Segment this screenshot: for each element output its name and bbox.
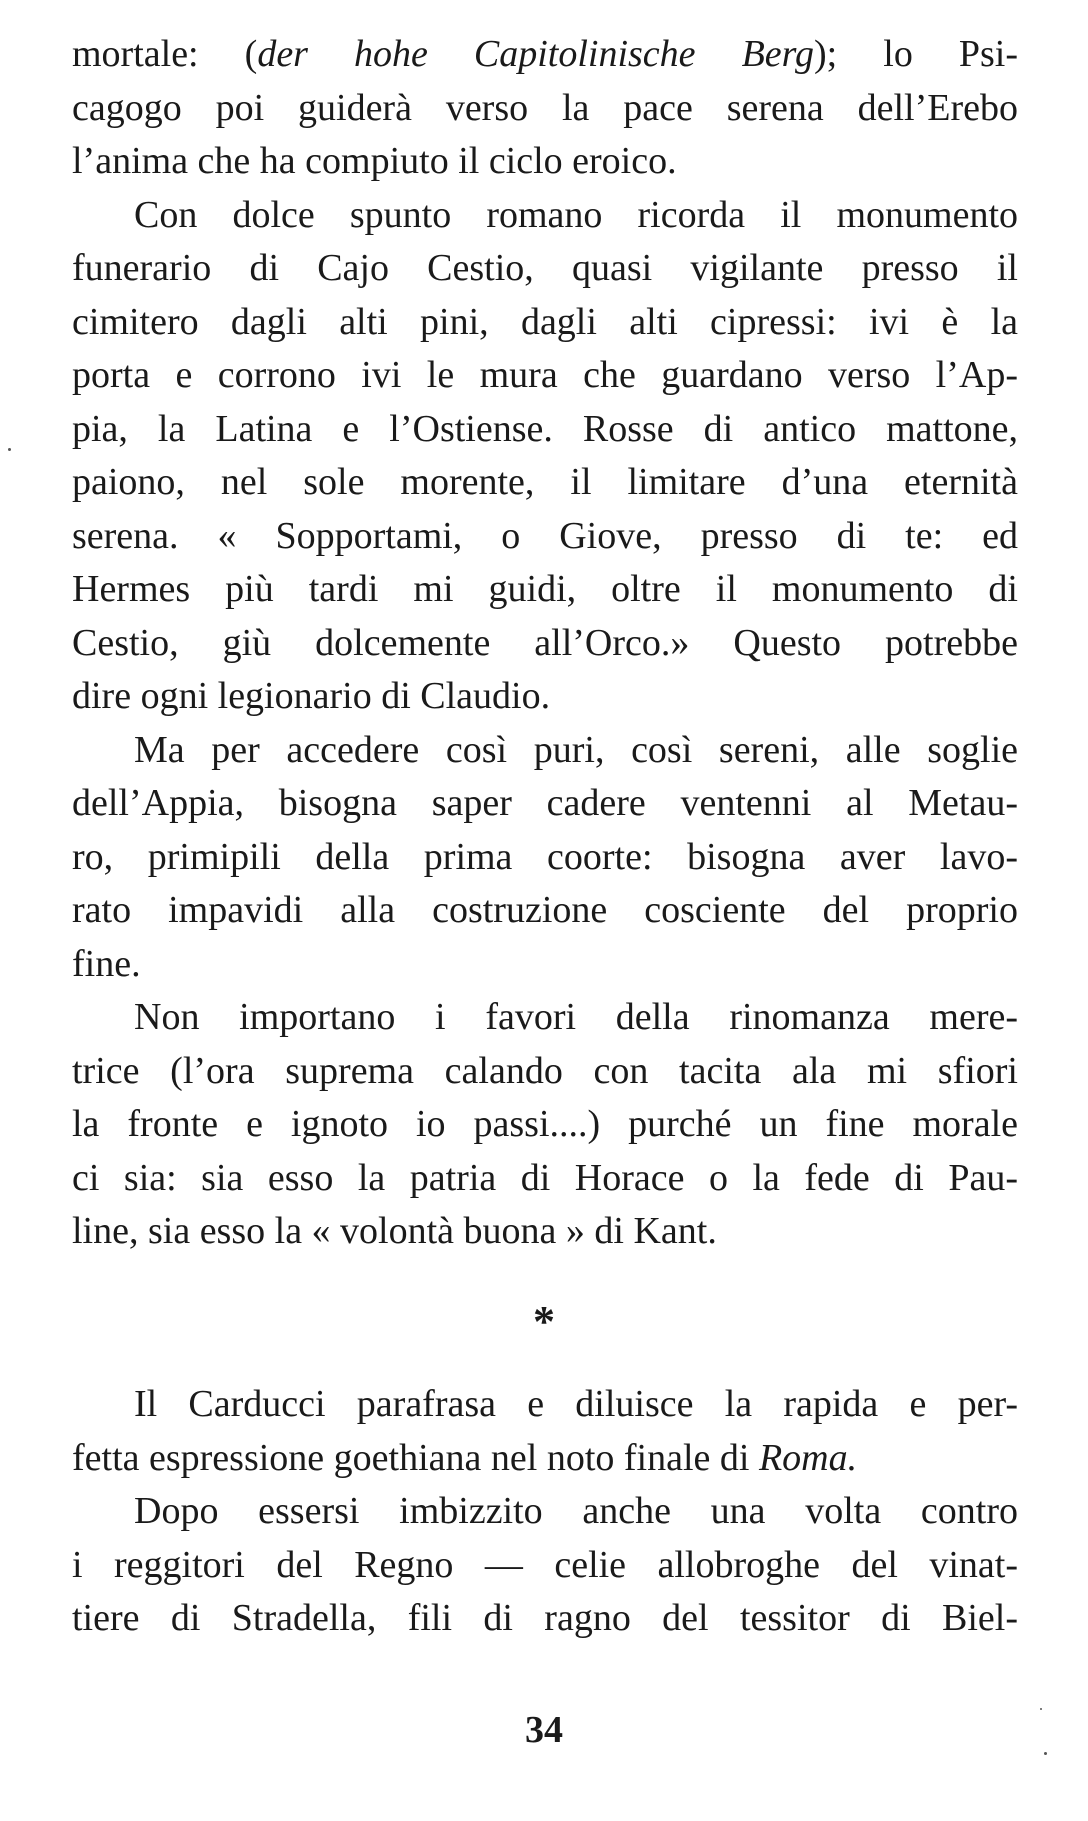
text-line: ci sia: sia esso la patria di Horace o la fede di Pau- (72, 1156, 1018, 1199)
text-line: cimitero dagli alti pini, dagli alti cipressi: ivi è la (72, 300, 1018, 343)
text-line: cagogo poi guiderà verso la pace serena dell’Erebo (72, 86, 1018, 129)
text-block-upper (72, 28, 1018, 1259)
text-line: i reggitori del Regno — celie allobroghe del vinat- (72, 1543, 1018, 1586)
scan-speck (1044, 1752, 1047, 1755)
italic-title: Roma. (758, 1436, 858, 1479)
text-line: serena. « Sopportami, o Giove, presso di te: ed (72, 514, 1018, 557)
text-line: fetta espressione goethiana nel noto finale di Roma. (72, 1436, 858, 1479)
text-line: Cestio, giù dolcemente all’Orco.» Questo potrebbe (72, 621, 1018, 664)
text-line: line, sia esso la « volontà buona » di Kant. (72, 1210, 717, 1252)
text-segment: mortale: (der hohe Capitolinische Berg); lo Psi- (72, 33, 1018, 75)
text-line: rato impavidi alla costruzione cosciente del proprio (72, 889, 1018, 931)
text-block-lower (72, 1378, 1018, 1646)
scan-speck (8, 448, 11, 451)
text-line: Con dolce spunto romano ricorda il monumento (134, 193, 1018, 236)
text-line: dell’Appia, bisogna saper cadere ventenni al Metau- (72, 782, 1018, 824)
text-line: fine. (72, 942, 141, 985)
text-line: paiono, nel sole morente, il limitare d’una eternità (72, 461, 1018, 503)
text-line: ro, primipili della prima coorte: bisogna aver lavo- (72, 835, 1018, 878)
text-line: porta e corrono ivi le mura che guardano verso l’Ap- (72, 354, 1018, 396)
scan-speck (1040, 1708, 1042, 1710)
text-line: l’anima che ha compiuto il ciclo eroico. (72, 140, 677, 182)
text-line: tiere di Stradella, fili di ragno del tessitor di Biel- (72, 1597, 1018, 1639)
text-line: Non importano i favori della rinomanza mere- (134, 996, 1018, 1038)
page-number: 34 (525, 1709, 563, 1751)
text-line: Dopo essersi imbizzito anche una volta contro (134, 1490, 1018, 1532)
section-separator: * (533, 1297, 555, 1346)
text-line: Ma per accedere così puri, così sereni, alle soglie (134, 728, 1018, 771)
text-line: Hermes più tardi mi guidi, oltre il monumento di (72, 568, 1018, 610)
text-line: funerario di Cajo Cestio, quasi vigilante presso il (72, 247, 1018, 289)
text-line: trice (l’ora suprema calando con tacita ala mi sfiori (72, 1049, 1018, 1092)
text-line: pia, la Latina e l’Ostiense. Rosse di antico mattone, (72, 407, 1018, 450)
text-line: Il Carducci parafrasa e diluisce la rapida e per- (134, 1383, 1018, 1425)
italic-phrase: der hohe Capitolinische Berg (257, 33, 815, 75)
text-line (72, 28, 1018, 82)
text-line: la fronte e ignoto io passi....) purché un fine morale (72, 1103, 1018, 1145)
text-line: dire ogni legionario di Claudio. (72, 675, 551, 717)
